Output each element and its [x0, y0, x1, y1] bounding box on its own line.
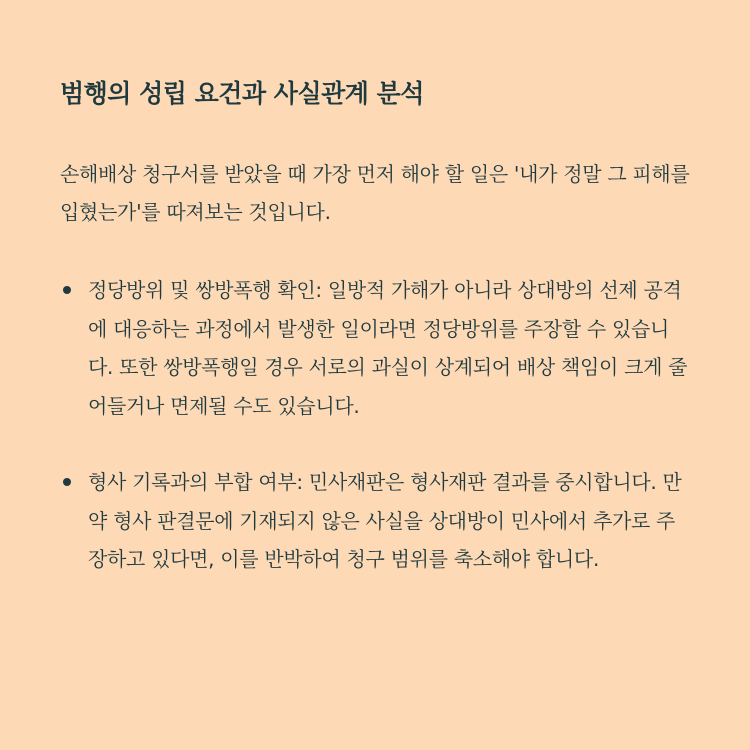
bullet-text: 형사 기록과의 부합 여부: 민사재판은 형사재판 결과를 중시합니다. 만약 형사 판결문에 기재되지 않은 사실을 상대방이 민사에서 추가로 주장하고 있다면, 이를 반박하여 청구 범위를 축소해야 합니다. — [88, 470, 682, 571]
bullet-item-criminal-record — [60, 463, 690, 579]
bullet-item-self-defense — [60, 271, 690, 425]
page-title: 범행의 성립 요건과 사실관계 분석 — [60, 79, 424, 108]
intro-paragraph: 손해배상 청구서를 받았을 때 가장 먼저 해야 할 일은 '내가 정말 그 피해를 입혔는가'를 따져보는 것입니다. — [60, 162, 690, 224]
bullet-dot-icon — [63, 478, 71, 486]
bullet-dot-icon — [63, 286, 71, 294]
bullet-text: 정당방위 및 쌍방폭행 확인: 일방적 가해가 아니라 상대방의 선제 공격에 대응하는 과정에서 발생한 일이라면 정당방위를 주장할 수 있습니다. 또한 쌍방폭행일 경우 서로의 과실이 상계되어 배상 책임이 크게 줄어들거나 면제될 수도 있습니다. — [88, 278, 688, 418]
bullet-list — [60, 271, 690, 579]
